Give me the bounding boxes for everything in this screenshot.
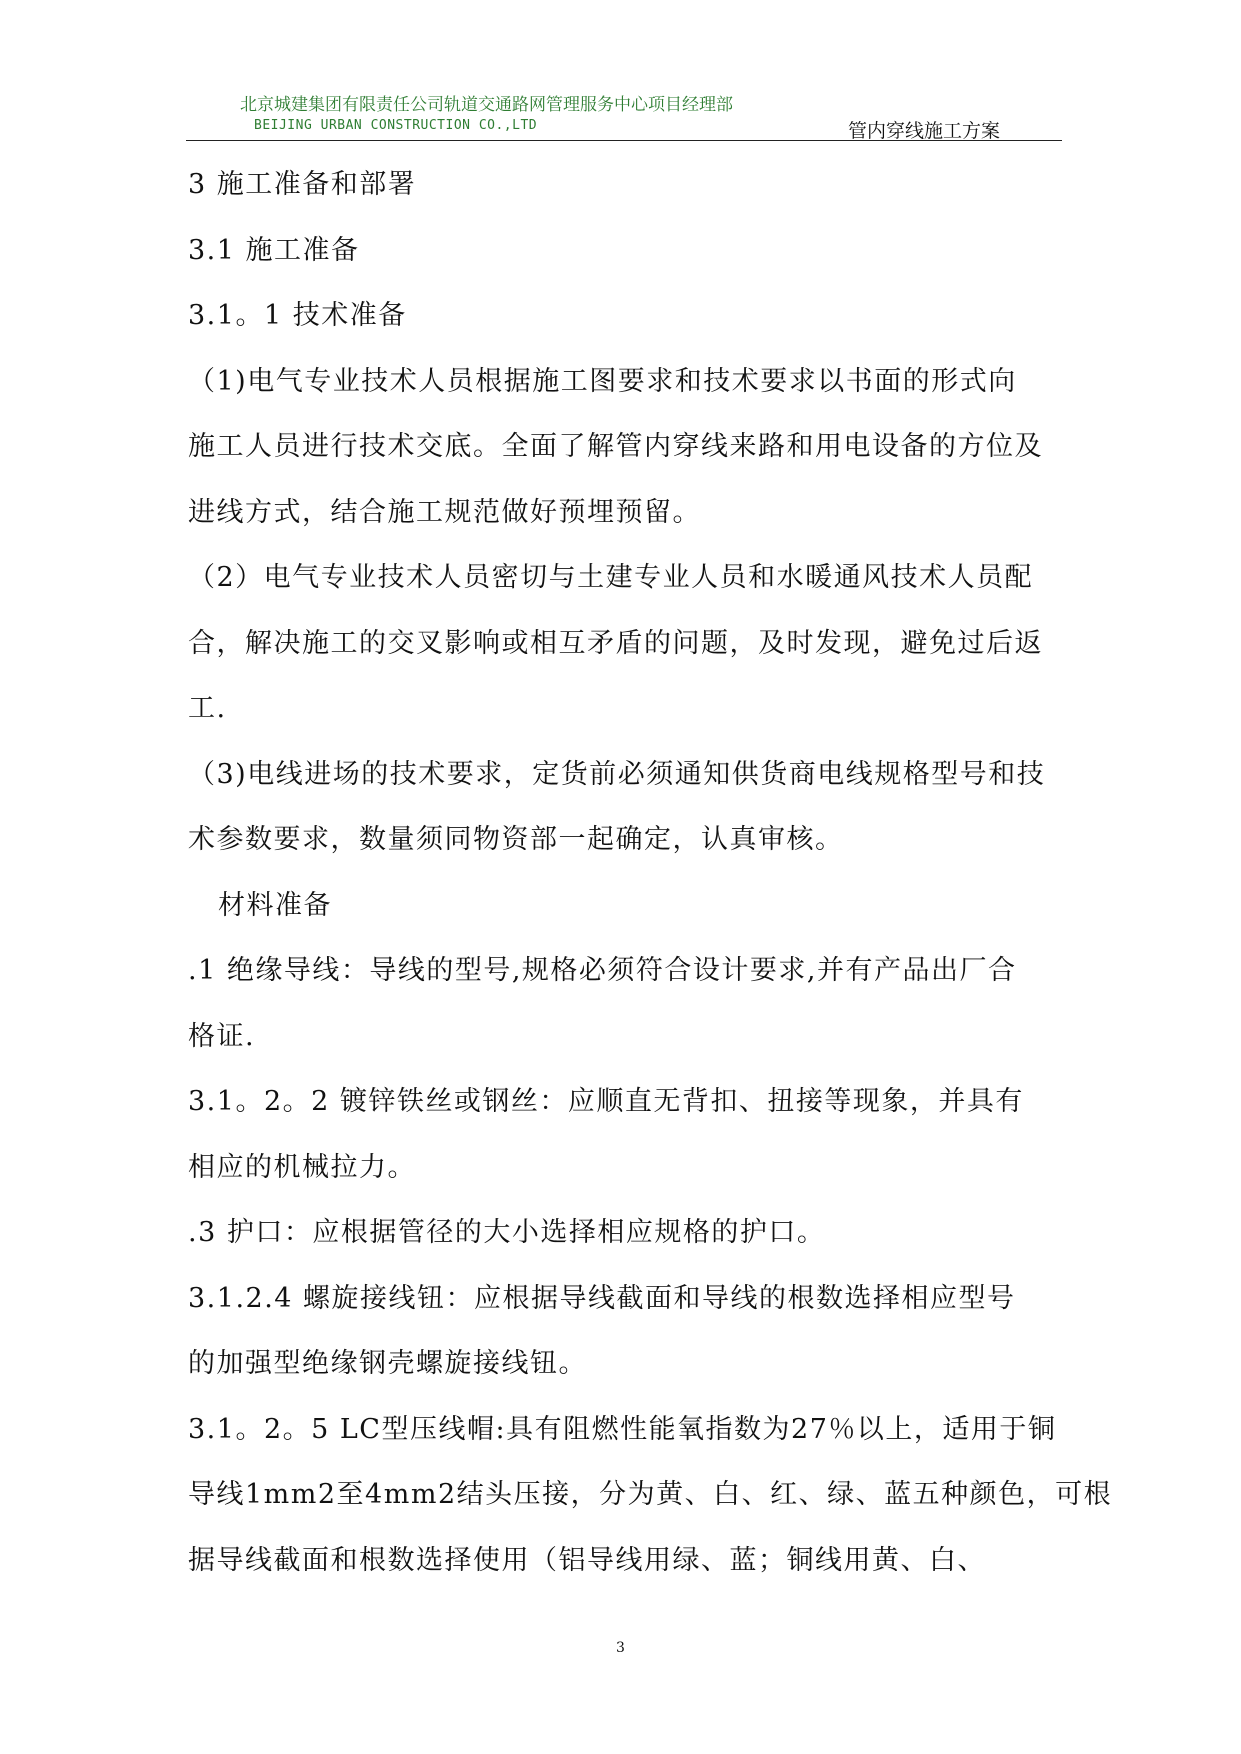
paragraph-line: 进线方式，结合施工规范做好预埋预留。: [188, 496, 701, 528]
paragraph-line: 合，解决施工的交叉影响或相互矛盾的问题，及时发现，避免过后返: [188, 627, 1043, 659]
company-name-cn: 北京城建集团有限责任公司轨道交通路网管理服务中心项目经理部: [240, 95, 733, 115]
paragraph-line: 3.1.2.4 螺旋接线钮：应根据导线截面和导线的根数选择相应型号: [188, 1282, 1016, 1314]
paragraph-line: 3.1。2。2 镀锌铁丝或钢丝：应顺直无背扣、扭接等现象，并具有: [188, 1086, 1024, 1117]
page-number: 3: [616, 1640, 625, 1656]
page-header: [186, 86, 1062, 142]
paragraph-line: 相应的机械拉力。: [188, 1151, 416, 1183]
paragraph-line: 导线1mm2至4mm2结头压接，分为黄、白、红、绿、蓝五种颜色，可根: [188, 1479, 1113, 1510]
paragraph-line: 格证.: [188, 1020, 256, 1052]
subsection-heading: 材料准备: [218, 889, 332, 921]
header-divider: [186, 140, 1062, 141]
section-heading: 3 施工准备和部署: [188, 169, 417, 200]
paragraph-line: （2）电气专业技术人员密切与土建专业人员和水暖通风技术人员配: [188, 562, 1034, 593]
paragraph-line: 术参数要求，数量须同物资部一起确定，认真审核。: [188, 824, 844, 855]
paragraph-line: 3.1。2。5 LC型压线帽:具有阻燃性能氧指数为27％以上，适用于铜: [188, 1413, 1057, 1445]
subsection-heading: 3.1。1 技术准备: [188, 300, 407, 331]
paragraph-line: .1 绝缘导线：导线的型号,规格必须符合设计要求,并有产品出厂合: [188, 955, 1017, 986]
document-title: 管内穿线施工方案: [847, 120, 1000, 142]
paragraph-line: 工.: [188, 693, 227, 724]
paragraph-line: （3)电线进场的技术要求，定货前必须通知供货商电线规格型号和技: [188, 758, 1046, 790]
paragraph-line: 的加强型绝缘钢壳螺旋接线钮。: [188, 1348, 587, 1379]
subsection-heading: 3.1 施工准备: [188, 234, 360, 266]
paragraph-line: 施工人员进行技术交底。全面了解管内穿线来路和用电设备的方位及: [188, 431, 1043, 462]
document-body: [188, 152, 1113, 1593]
paragraph-line: .3 护口：应根据管径的大小选择相应规格的护口。: [188, 1217, 826, 1248]
paragraph-line: 据导线截面和根数选择使用（铝导线用绿、蓝；铜线用黄、白、: [188, 1544, 986, 1576]
paragraph-line: （1)电气专业技术人员根据施工图要求和技术要求以书面的形式向: [188, 365, 1017, 397]
company-name-en: BEIJING URBAN CONSTRUCTION CO.,LTD: [254, 118, 538, 133]
